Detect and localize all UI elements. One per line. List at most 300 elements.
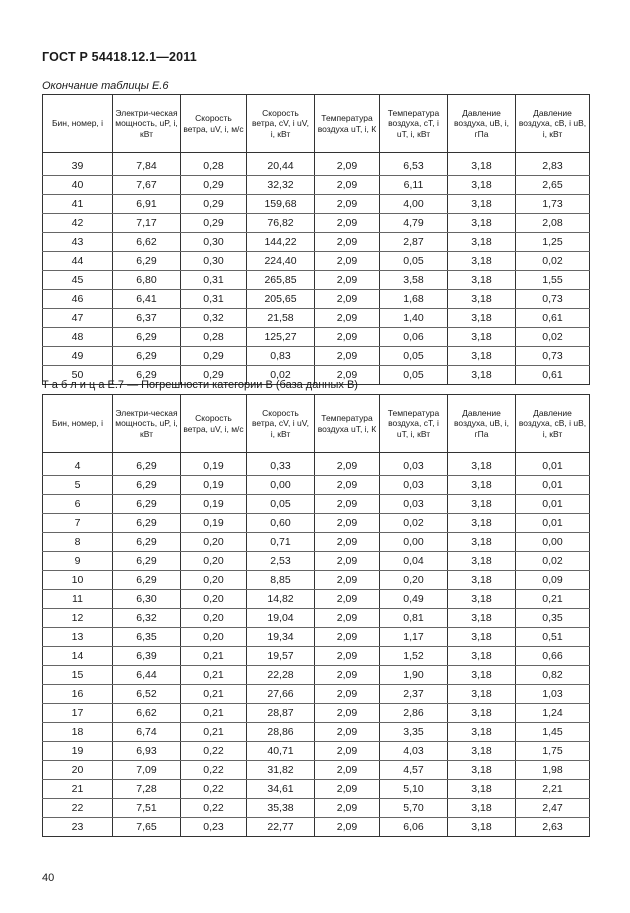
- table-row: [43, 533, 590, 552]
- table-cell: 1,55: [516, 271, 590, 290]
- table-cell: 0,20: [181, 590, 247, 609]
- column-header: [113, 395, 181, 453]
- table-cell: 7,84: [113, 157, 181, 176]
- table-cell: 1,17: [380, 628, 448, 647]
- table-cell: 21,58: [247, 309, 315, 328]
- table-cell: 2,09: [315, 628, 380, 647]
- table-cell: 19,57: [247, 647, 315, 666]
- table-cell: 3,18: [448, 309, 516, 328]
- column-header: [247, 395, 315, 453]
- table-cell: 0,21: [181, 685, 247, 704]
- table-cell: 6: [43, 495, 113, 514]
- table-row: [43, 347, 590, 366]
- table-row: [43, 571, 590, 590]
- table-cell: 6,29: [113, 347, 181, 366]
- table-cell: 0,22: [181, 780, 247, 799]
- table-cell: 6,52: [113, 685, 181, 704]
- table-cell: 0,21: [181, 666, 247, 685]
- table-cell: 6,44: [113, 666, 181, 685]
- table-cell: 0,02: [516, 328, 590, 347]
- table-cell: 0,83: [247, 347, 315, 366]
- table-row: [43, 157, 590, 176]
- column-header: [448, 95, 516, 153]
- table-cell: 1,03: [516, 685, 590, 704]
- table-cell: 125,27: [247, 328, 315, 347]
- table-cell: 1,90: [380, 666, 448, 685]
- table-cell: 50: [43, 366, 113, 385]
- table-cell: 6,53: [380, 157, 448, 176]
- table-row: [43, 799, 590, 818]
- table-cell: 1,45: [516, 723, 590, 742]
- table-cell: 2,21: [516, 780, 590, 799]
- table1-caption: Окончание таблицы Е.6: [42, 80, 169, 92]
- table-cell: 2,83: [516, 157, 590, 176]
- table-cell: 2,09: [315, 495, 380, 514]
- table-cell: 40,71: [247, 742, 315, 761]
- table-cell: 2,47: [516, 799, 590, 818]
- table-cell: 48: [43, 328, 113, 347]
- table-cell: 0,00: [516, 533, 590, 552]
- table-cell: 0,05: [380, 252, 448, 271]
- table-cell: 0,61: [516, 366, 590, 385]
- table-cell: 0,21: [181, 704, 247, 723]
- table-row: [43, 609, 590, 628]
- table-cell: 0,29: [181, 195, 247, 214]
- column-header: [181, 395, 247, 453]
- table-cell: 0,31: [181, 290, 247, 309]
- table-cell: 18: [43, 723, 113, 742]
- table-cell: 6,91: [113, 195, 181, 214]
- table-cell: 6,29: [113, 457, 181, 476]
- table-row: [43, 590, 590, 609]
- table-cell: 0,22: [181, 799, 247, 818]
- table-row: [43, 780, 590, 799]
- table-cell: 6,39: [113, 647, 181, 666]
- table-cell: 6,41: [113, 290, 181, 309]
- table-cell: 2,09: [315, 818, 380, 837]
- column-header-label: Давление воздуха, uB, i, гПа: [454, 407, 509, 439]
- table-cell: 2,09: [315, 552, 380, 571]
- table-cell: 6,29: [113, 514, 181, 533]
- table-row: [43, 704, 590, 723]
- table-cell: 0,61: [516, 309, 590, 328]
- table-cell: 7,51: [113, 799, 181, 818]
- table-cell: 0,19: [181, 514, 247, 533]
- column-header: [315, 95, 380, 153]
- table-cell: 0,31: [181, 271, 247, 290]
- column-header-label: Скорость ветра, cV, i uV, i, кВт: [251, 107, 310, 139]
- table-cell: 2,09: [315, 309, 380, 328]
- table-row: [43, 176, 590, 195]
- table-cell: 22,77: [247, 818, 315, 837]
- table-row: [43, 476, 590, 495]
- column-header-label: Давление воздуха, cB, i uB, i, кВт: [518, 107, 587, 139]
- table-cell: 3,58: [380, 271, 448, 290]
- table-cell: 1,40: [380, 309, 448, 328]
- table-cell: 3,18: [448, 514, 516, 533]
- table-cell: 2,09: [315, 761, 380, 780]
- table-row: [43, 514, 590, 533]
- table-cell: 3,18: [448, 647, 516, 666]
- table-cell: 0,02: [247, 366, 315, 385]
- table-cell: 3,18: [448, 214, 516, 233]
- table-cell: 20,44: [247, 157, 315, 176]
- table-cell: 1,52: [380, 647, 448, 666]
- table-cell: 35,38: [247, 799, 315, 818]
- table-cell: 31,82: [247, 761, 315, 780]
- column-header-label: Температура воздуха uT, i, К: [317, 112, 377, 134]
- table-cell: 0,20: [181, 571, 247, 590]
- table-cell: 0,32: [181, 309, 247, 328]
- column-header: [43, 395, 113, 453]
- table-cell: 6,29: [113, 495, 181, 514]
- column-header: [315, 395, 380, 453]
- table-cell: 0,23: [181, 818, 247, 837]
- table-cell: 3,18: [448, 609, 516, 628]
- column-header: [181, 95, 247, 153]
- table-cell: 0,06: [380, 328, 448, 347]
- table-cell: 6,29: [113, 328, 181, 347]
- table-cell: 224,40: [247, 252, 315, 271]
- table-row: [43, 290, 590, 309]
- table-cell: 34,61: [247, 780, 315, 799]
- table-e6-continuation: [42, 94, 590, 385]
- table-cell: 40: [43, 176, 113, 195]
- table-cell: 2,09: [315, 666, 380, 685]
- table-cell: 0,00: [247, 476, 315, 495]
- column-header-label: Температура воздуха uT, i, К: [317, 412, 377, 434]
- column-header: [516, 95, 590, 153]
- table-cell: 1,68: [380, 290, 448, 309]
- table-cell: 0,03: [380, 476, 448, 495]
- table-cell: 16: [43, 685, 113, 704]
- table-cell: 0,20: [181, 628, 247, 647]
- table-cell: 0,29: [181, 347, 247, 366]
- table-cell: 0,02: [516, 252, 590, 271]
- table-cell: 21: [43, 780, 113, 799]
- table-cell: 2,87: [380, 233, 448, 252]
- table-cell: 0,33: [247, 457, 315, 476]
- table2-caption: Т а б л и ц а Е.7 — Погрешности категории В (база данных В): [42, 379, 358, 391]
- table-cell: 0,05: [247, 495, 315, 514]
- table-cell: 4: [43, 457, 113, 476]
- table-cell: 46: [43, 290, 113, 309]
- table-cell: 19: [43, 742, 113, 761]
- table-cell: 14: [43, 647, 113, 666]
- table-cell: 6,29: [113, 552, 181, 571]
- table-cell: 2,09: [315, 157, 380, 176]
- table-cell: 0,29: [181, 366, 247, 385]
- table-cell: 0,30: [181, 233, 247, 252]
- table-cell: 3,18: [448, 176, 516, 195]
- column-header: [247, 95, 315, 153]
- table-cell: 205,65: [247, 290, 315, 309]
- table-cell: 0,19: [181, 476, 247, 495]
- table-cell: 2,09: [315, 328, 380, 347]
- table-cell: 2,63: [516, 818, 590, 837]
- column-header-label: Температура воздуха, cT, i uT, i, кВт: [387, 107, 440, 139]
- column-header: [380, 95, 448, 153]
- table-cell: 7,17: [113, 214, 181, 233]
- table-cell: 20: [43, 761, 113, 780]
- table-cell: 3,18: [448, 533, 516, 552]
- table-cell: 3,18: [448, 252, 516, 271]
- table-cell: 2,09: [315, 780, 380, 799]
- table-cell: 39: [43, 157, 113, 176]
- table-row: [43, 628, 590, 647]
- table-row: [43, 252, 590, 271]
- table-cell: 3,18: [448, 495, 516, 514]
- table-cell: 2,09: [315, 176, 380, 195]
- table-cell: 17: [43, 704, 113, 723]
- table-cell: 43: [43, 233, 113, 252]
- table-row: [43, 666, 590, 685]
- table-cell: 6,32: [113, 609, 181, 628]
- table-row: [43, 457, 590, 476]
- table-cell: 0,19: [181, 495, 247, 514]
- table-cell: 4,03: [380, 742, 448, 761]
- table-row: [43, 309, 590, 328]
- table-cell: 3,18: [448, 666, 516, 685]
- table-cell: 7,09: [113, 761, 181, 780]
- table-cell: 2,09: [315, 195, 380, 214]
- table-cell: 2,09: [315, 571, 380, 590]
- table-cell: 0,09: [516, 571, 590, 590]
- table-cell: 6,11: [380, 176, 448, 195]
- table-cell: 0,21: [516, 590, 590, 609]
- column-header-label: Бин, номер, i: [51, 418, 104, 429]
- table-cell: 2,09: [315, 609, 380, 628]
- table-cell: 22,28: [247, 666, 315, 685]
- table-cell: 2,09: [315, 742, 380, 761]
- table-cell: 0,35: [516, 609, 590, 628]
- column-header: [43, 95, 113, 153]
- table-e7: [42, 394, 590, 837]
- table-cell: 6,29: [113, 366, 181, 385]
- table-cell: 0,73: [516, 290, 590, 309]
- table-cell: 2,09: [315, 590, 380, 609]
- column-header-label: Скорость ветра, uV, i, м/с: [183, 112, 244, 134]
- column-header-label: Скорость ветра, uV, i, м/с: [183, 412, 244, 434]
- table-cell: 2,37: [380, 685, 448, 704]
- table-cell: 3,18: [448, 685, 516, 704]
- table-cell: 0,20: [181, 533, 247, 552]
- table-cell: 11: [43, 590, 113, 609]
- table-cell: 0,20: [181, 609, 247, 628]
- table-cell: 32,32: [247, 176, 315, 195]
- table-cell: 1,98: [516, 761, 590, 780]
- table-cell: 6,30: [113, 590, 181, 609]
- table-cell: 4,79: [380, 214, 448, 233]
- table-cell: 2,09: [315, 514, 380, 533]
- table-cell: 3,18: [448, 628, 516, 647]
- table-cell: 3,18: [448, 742, 516, 761]
- table-cell: 7,65: [113, 818, 181, 837]
- table-cell: 1,24: [516, 704, 590, 723]
- table-cell: 0,29: [181, 176, 247, 195]
- table-cell: 2,53: [247, 552, 315, 571]
- table-cell: 3,18: [448, 723, 516, 742]
- table-cell: 2,09: [315, 647, 380, 666]
- table-cell: 0,51: [516, 628, 590, 647]
- table-cell: 3,18: [448, 704, 516, 723]
- table-cell: 159,68: [247, 195, 315, 214]
- table-cell: 0,01: [516, 476, 590, 495]
- table-cell: 27,66: [247, 685, 315, 704]
- table-cell: 0,01: [516, 495, 590, 514]
- table-cell: 6,29: [113, 476, 181, 495]
- table-cell: 0,28: [181, 157, 247, 176]
- table-row: [43, 552, 590, 571]
- column-header-label: Скорость ветра, cV, i uV, i, кВт: [251, 407, 310, 439]
- table-cell: 3,18: [448, 590, 516, 609]
- table-cell: 5: [43, 476, 113, 495]
- table-cell: 2,09: [315, 214, 380, 233]
- table-cell: 6,80: [113, 271, 181, 290]
- table-cell: 0,30: [181, 252, 247, 271]
- table-cell: 6,29: [113, 533, 181, 552]
- table-cell: 2,08: [516, 214, 590, 233]
- table-cell: 3,18: [448, 328, 516, 347]
- table-cell: 4,00: [380, 195, 448, 214]
- table-cell: 0,60: [247, 514, 315, 533]
- table-cell: 28,87: [247, 704, 315, 723]
- table-cell: 0,19: [181, 457, 247, 476]
- column-header: [448, 395, 516, 453]
- table-cell: 4,57: [380, 761, 448, 780]
- table-cell: 10: [43, 571, 113, 590]
- table-cell: 0,49: [380, 590, 448, 609]
- table-row: [43, 195, 590, 214]
- table-row: [43, 685, 590, 704]
- table-cell: 6,29: [113, 252, 181, 271]
- table-cell: 3,18: [448, 290, 516, 309]
- table-cell: 2,09: [315, 366, 380, 385]
- table-row: [43, 328, 590, 347]
- table-cell: 3,18: [448, 347, 516, 366]
- column-header: [516, 395, 590, 453]
- table-cell: 2,09: [315, 533, 380, 552]
- table-cell: 2,09: [315, 799, 380, 818]
- table-cell: 0,66: [516, 647, 590, 666]
- table-row: [43, 742, 590, 761]
- table-cell: 6,35: [113, 628, 181, 647]
- table-cell: 2,09: [315, 685, 380, 704]
- table-cell: 3,18: [448, 157, 516, 176]
- table-cell: 0,05: [380, 366, 448, 385]
- table-cell: 2,09: [315, 290, 380, 309]
- table-cell: 19,34: [247, 628, 315, 647]
- table-cell: 2,09: [315, 252, 380, 271]
- table-cell: 2,09: [315, 476, 380, 495]
- column-header-label: Бин, номер, i: [51, 118, 104, 129]
- table-row: [43, 233, 590, 252]
- table-cell: 7,67: [113, 176, 181, 195]
- table-cell: 6,62: [113, 704, 181, 723]
- table-cell: 0,81: [380, 609, 448, 628]
- table-cell: 23: [43, 818, 113, 837]
- table-cell: 19,04: [247, 609, 315, 628]
- table-row: [43, 647, 590, 666]
- table-cell: 0,01: [516, 457, 590, 476]
- table-cell: 0,21: [181, 723, 247, 742]
- table-row: [43, 271, 590, 290]
- table-row: [43, 214, 590, 233]
- table-cell: 3,18: [448, 195, 516, 214]
- table-cell: 0,00: [380, 533, 448, 552]
- table-cell: 1,75: [516, 742, 590, 761]
- table-cell: 0,73: [516, 347, 590, 366]
- table-cell: 0,20: [181, 552, 247, 571]
- table-cell: 3,18: [448, 366, 516, 385]
- table-cell: 45: [43, 271, 113, 290]
- table-cell: 3,18: [448, 457, 516, 476]
- table-cell: 3,18: [448, 271, 516, 290]
- table-cell: 3,18: [448, 552, 516, 571]
- table-cell: 0,71: [247, 533, 315, 552]
- table-header-row: [43, 395, 590, 453]
- table-cell: 265,85: [247, 271, 315, 290]
- table-cell: 2,09: [315, 271, 380, 290]
- table-cell: 76,82: [247, 214, 315, 233]
- table-cell: 0,21: [181, 647, 247, 666]
- table-cell: 13: [43, 628, 113, 647]
- table-cell: 47: [43, 309, 113, 328]
- table-cell: 3,18: [448, 818, 516, 837]
- table-cell: 6,62: [113, 233, 181, 252]
- table-cell: 6,74: [113, 723, 181, 742]
- table-cell: 0,04: [380, 552, 448, 571]
- table-cell: 3,18: [448, 571, 516, 590]
- table-cell: 2,09: [315, 347, 380, 366]
- column-header-label: Давление воздуха, cB, i uB, i, кВт: [518, 407, 587, 439]
- table-cell: 2,09: [315, 457, 380, 476]
- table-row: [43, 723, 590, 742]
- document-code: ГОСТ Р 54418.12.1—2011: [42, 50, 197, 64]
- table-cell: 0,03: [380, 495, 448, 514]
- table-row: [43, 818, 590, 837]
- table-cell: 0,29: [181, 214, 247, 233]
- table-cell: 0,22: [181, 742, 247, 761]
- table-cell: 44: [43, 252, 113, 271]
- column-header-label: Температура воздуха, cT, i uT, i, кВт: [387, 407, 440, 439]
- column-header-label: Электри-ческая мощность, uP, i, кВт: [115, 407, 178, 439]
- table-cell: 8,85: [247, 571, 315, 590]
- table-cell: 3,35: [380, 723, 448, 742]
- table-cell: 6,93: [113, 742, 181, 761]
- table-row: [43, 761, 590, 780]
- table-cell: 144,22: [247, 233, 315, 252]
- table-cell: 3,18: [448, 476, 516, 495]
- table-cell: 0,28: [181, 328, 247, 347]
- table-cell: 3,18: [448, 233, 516, 252]
- column-header: [380, 395, 448, 453]
- table-cell: 0,05: [380, 347, 448, 366]
- table-cell: 2,09: [315, 233, 380, 252]
- table-row: [43, 495, 590, 514]
- table-cell: 0,82: [516, 666, 590, 685]
- table-cell: 0,02: [380, 514, 448, 533]
- table-cell: 7: [43, 514, 113, 533]
- table-cell: 15: [43, 666, 113, 685]
- table-cell: 14,82: [247, 590, 315, 609]
- table-cell: 2,86: [380, 704, 448, 723]
- table-cell: 0,22: [181, 761, 247, 780]
- table-cell: 0,01: [516, 514, 590, 533]
- table-cell: 1,73: [516, 195, 590, 214]
- column-header-label: Давление воздуха, uB, i, гПа: [454, 107, 509, 139]
- table-cell: 0,20: [380, 571, 448, 590]
